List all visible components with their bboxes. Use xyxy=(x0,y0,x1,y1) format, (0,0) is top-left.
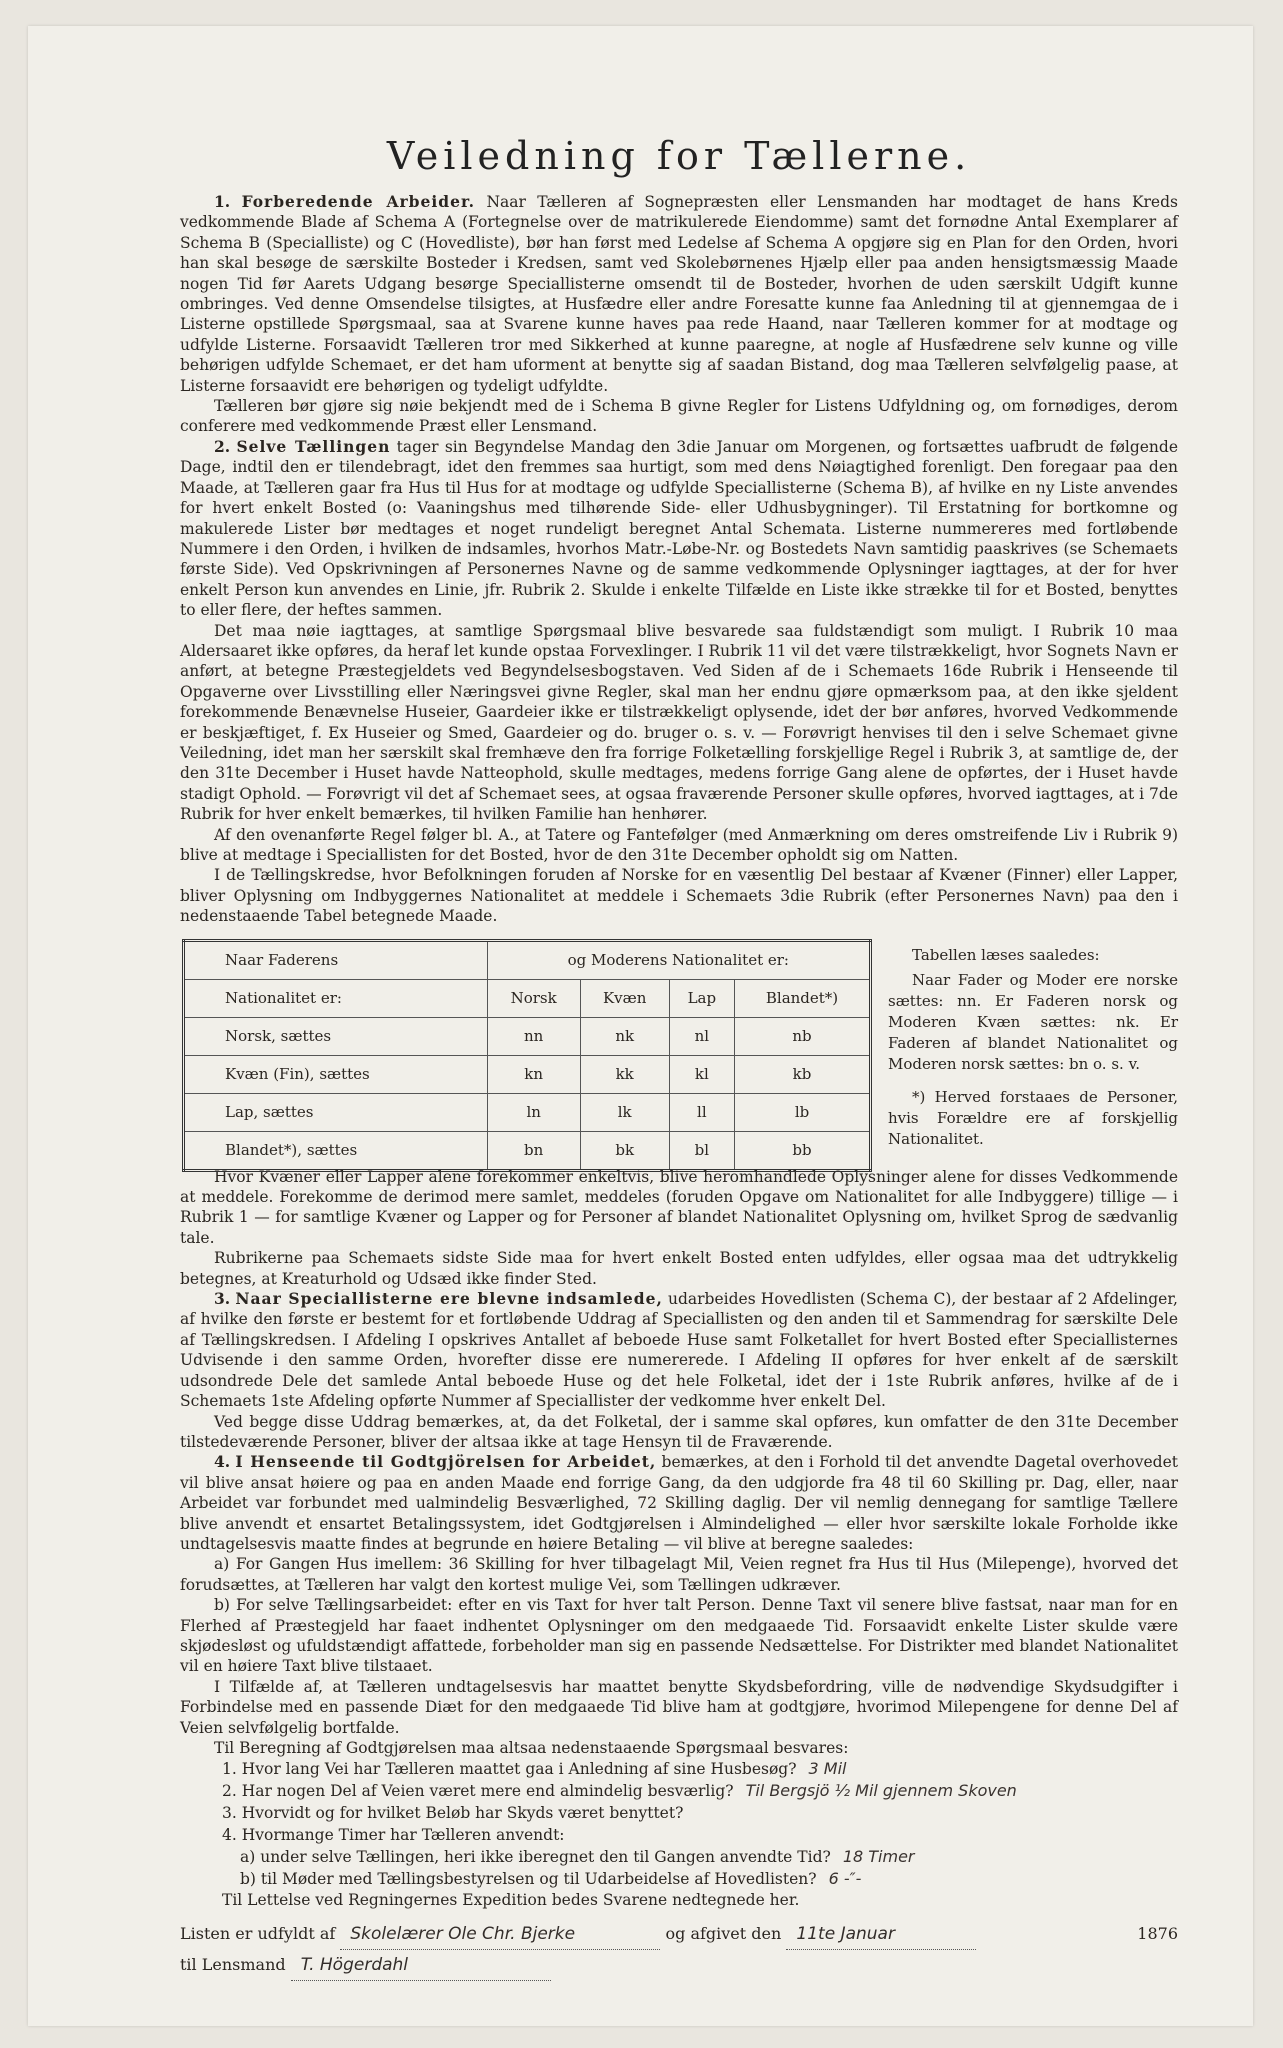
table-cell: ln xyxy=(487,1093,580,1131)
table-row xyxy=(184,1055,871,1093)
question-item xyxy=(180,1868,1178,1890)
year: 1876 xyxy=(1137,1924,1178,1944)
section-heading: I Henseende til Godtgjörelsen for Arbeidet, xyxy=(235,1452,657,1472)
table-header-mother: og Moderens Nationalitet er: xyxy=(487,940,870,979)
section-1-paragraph xyxy=(180,192,1178,396)
table-col-header: Norsk xyxy=(487,979,580,1017)
nationality-table xyxy=(182,939,872,1172)
table-row xyxy=(184,1131,871,1170)
lensmand-line xyxy=(180,1950,1178,1981)
question-item xyxy=(180,1802,1178,1824)
section-4-paragraph-2: I Tilfælde af, at Tælleren undtagelsesvis har maattet benytte Skydsbefordring, ville de nødvendige Skydsudgifter i Forbindelse med en passende Diæt for den medgaaede Tid blive ham at godtgjøre, hvorimod Milepengene for denne Del af Veien selvfølgelig bortfalde. xyxy=(180,1677,1178,1737)
table-cell: bb xyxy=(735,1131,871,1170)
section-2-paragraph xyxy=(180,437,1178,621)
explanation-heading: Tabellen læses saaledes: xyxy=(912,945,1100,964)
question-item xyxy=(180,1824,1178,1846)
table-header-father-1: Naar Faderens xyxy=(184,940,488,979)
table-row xyxy=(184,1017,871,1055)
handwritten-answer: 3 Mil xyxy=(808,1759,847,1779)
table-row xyxy=(184,1093,871,1131)
section-2-paragraph-3: Af den ovenanførte Regel følger bl. A., at Tatere og Fantefølger (med Anmærkning om deres omstreifende Liv i Rubrik 9) blive at medtage i Speciallisten for det Bosted, hvor de den 31te December opholdt sig om Natten. xyxy=(180,825,1178,864)
lensmand-name: T. Högerdahl xyxy=(291,1950,551,1981)
question-text: a) under selve Tællingen, heri ikke iberegnet den til Gangen anvendte Tid? xyxy=(240,1848,831,1867)
explanation-footnote: *) Herved forstaaes de Personer, hvis Forældre ere af forskjellig Nationalitet. xyxy=(888,1087,1178,1148)
section-2-paragraph-2: Det maa nøie iagttages, at samtlige Spørgsmaal blive besvarede saa fuldstændigt som muligt. I Rubrik 10 maa Aldersaaret ikke opføres, da heraf let kunde opstaa Forvexlinger. I Rubrik 11 vil det være tilstrækkeligt, hvor Sognets Navn er anført, at betegne Præstegjeldets ved Begyndelsesbogstaven. Ved Siden af de i Schemaets 16de Rubrik i Henseende til Opgaverne over Livsstilling eller Næringsvei givne Regler, skal man her endnu gjøre opmærksom paa, at den ikke sjeldent forekommende Benævnelse Huseier, Gaardeier ikke er tilstrækkeligt oplysende, idet der bør anføres, hvorved Vedkommende er beskjæftiget, f. Ex Huseier og Smed, Gaardeier og do. bruger o. s. v. — Forøvrigt henvises til den i selve Schemaet givne Veiledning, idet man her særskilt skal fremhæve den fra forrige Folketælling forskjellige Regel i Rubrik 3, at samtlige de, der den 31te December i Huset havde Natteophold, skulle medtages, medens forrige Gang alene de opførtes, der i Huset havde stadigt Ophold. — Forøvrigt vil det af Schemaet sees, at ogsaa fraværende Personer skulle opføres, hvorved iagttages, at i 7de Rubrik for hver enkelt bemærkes, til hvilken Familie han henhører. xyxy=(180,621,1178,824)
table-cell: bn xyxy=(487,1131,580,1170)
section-text: tager sin Begyndelse Mandag den 3die Januar om Morgenen, og fortsættes uafbrudt de følgende Dage, indtil den er tilendebragt, idet den fremmes saa hurtigt, som med dens Nøiagtighed forenligt. Den foregaar paa den Maade, at Tælleren gaar fra Hus til Hus for at modtage og udfylde Speciallisterne (Schema B), af hvilke en ny Liste anvendes for hvert enkelt Bosted (o: Vaaningshus med tilhørende Side- eller Udhusbygninger). Til Erstatning for bortkomne og makulerede Lister bør medtages et noget rundeligt beregnet Antal Schemata. Listerne nummereres med fortløbende Nummere i den Orden, i hvilken de indsamles, hvorhos Matr.-Løbe-Nr. og Bostedets Navn samtidig paaskrives (se Schemaets første Side). Ved Opskrivningen af Personernes Navne og de samme vedkommende Oplysninger iagttages, at der for hver enkelt Person kun anvendes en Linie, jfr. Rubrik 2. Skulde i enkelte Tilfælde en Liste ikke strække til for et Bosted, benyttes to eller flere, der heftes sammen. xyxy=(180,437,1179,620)
closing-note: Til Lettelse ved Regningernes Expedition bedes Svarene nedtegnede her. xyxy=(222,1891,800,1910)
table-row-label: Norsk, sættes xyxy=(184,1017,488,1055)
table-cell: nl xyxy=(669,1017,734,1055)
question-item xyxy=(180,1780,1178,1802)
question-item xyxy=(180,1758,1178,1780)
handwritten-answer: 6 -″- xyxy=(828,1869,862,1889)
section-2-paragraph-5: Hvor Kvæner eller Lapper alene forekommer enkeltvis, blive heromhandlede Oplysninger alene for disses Vedkommende at meddele. Forekomme de derimod mere samlet, meddeles (foruden Opgave om Nationalitet for alle Indbyggere) tillige — i Rubrik 1 — for samtlige Kvæner og Lapper og for Personer af blandet Nationalitet Oplysning om, hvilket Sprog de sædvanlig tale. xyxy=(180,1167,1178,1247)
handwritten-answer: Til Bergsjö ½ Mil gjennem Skoven xyxy=(745,1781,1017,1801)
signature-line xyxy=(180,1919,1178,1950)
document-sheet xyxy=(28,26,1253,2026)
table-cell: bl xyxy=(669,1131,734,1170)
table-row-label: Blandet*), sættes xyxy=(184,1131,488,1170)
section-3-paragraph xyxy=(180,1289,1178,1411)
table-cell: nb xyxy=(735,1017,871,1055)
section-heading: Naar Speciallisterne ere blevne indsamlede, xyxy=(235,1289,663,1309)
section-number: 4. xyxy=(214,1452,231,1472)
section-text: bemærkes, at den i Forhold til det anvendte Dagetal overhovedet vil blive ansat høiere og paa en anden Maade end forrige Gang, da den udgjorde fra 48 til 60 Skilling pr. Dag, eller, naar Arbeidet var forbundet med ualmindelig Besværlighed, 72 Skilling daglig. Der vil nemlig dennegang for samtlige Tællere blive anvendt et ensartet Betalingssystem, idet Godtgjørelsen i Almindelighed — eller hvor særskilte lokale Forholde ikke undtagelsesvis maatte findes at begrunde en høiere Betaling — vil blive at beregne saaledes: xyxy=(180,1453,1179,1553)
section-number: 1. xyxy=(214,192,231,211)
section-text: Naar Tælleren af Sognepræsten eller Lensmanden har modtaget de hans Kreds vedkommende Blade af Schema A (Fortegnelse over de matrikulerede Eiendomme) samt det fornødne Antal Exemplarer af Schema B (Specialliste) og C (Hovedliste), bør han først med Ledelse af Schema A opgjøre sig en Plan for den Orden, hvori han skal besøge de særskilte Bosteder i Kredsen, samt ved Skolebørnenes Hjælp eller paa anden hensigtsmæssig Maade nogen Tid før Aarets Udgang besørge Speciallisterne omsendt til de Bosteder, hvorhen de uden særskilt Udgift kunne ombringes. Ved denne Omsendelse tilsigtes, at Husfædre eller andre Foresatte kunne faa Anledning til at gjennemgaa de i Listerne opstillede Spørgsmaal, saa at Svarene kunne haves paa rede Haand, naar Tælleren kommer for at modtage og udfylde Listerne. Forsaavidt Tælleren tror med Sikkerhed at kunne paaregne, at nogle af Husfædrene selv kunne og ville behørigen udfylde Schemaet, er det ham uforment at benytte sig af saadan Bistand, dog maa Tælleren selvfølgelig paase, at Listerne forsaavidt ere behørigen og tydeligt udfyldte. xyxy=(180,193,1178,395)
question-text: 2. Har nogen Del af Veien været mere end almindelig besværlig? xyxy=(222,1782,734,1801)
signature-middle: og afgivet den xyxy=(665,1924,782,1944)
section-4-item-a: a) For Gangen Hus imellem: 36 Skilling for hver tilbagelagt Mil, Veien regnet fra Hus til Hus (Milepenge), hvorved det forudsættes, at Tælleren har valgt den kortest mulige Vei, som Tællingen udkræver. xyxy=(180,1555,1178,1594)
question-text: 1. Hvor lang Vei har Tælleren maattet gaa i Anledning af sine Husbesøg? xyxy=(222,1760,797,1779)
question-text: 4. Hvormange Timer har Tælleren anvendt: xyxy=(222,1826,565,1845)
table-cell: nn xyxy=(487,1017,580,1055)
nationality-table-block xyxy=(180,939,1178,1160)
table-header-father-2: Nationalitet er: xyxy=(184,979,488,1017)
question-text: 3. Hvorvidt og for hvilket Beløb har Skyds været benyttet? xyxy=(222,1804,684,1823)
question-list xyxy=(180,1758,1178,1911)
question-text: b) til Møder med Tællingsbestyrelsen og til Udarbeidelse af Hovedlisten? xyxy=(240,1870,817,1889)
section-number: 2. xyxy=(214,436,231,456)
table-cell: lk xyxy=(580,1093,669,1131)
section-4-item-b: b) For selve Tællingsarbeidet: efter en vis Taxt for hver talt Person. Denne Taxt vil senere blive fastsat, naar man for en Flerhed af Præstegjeld har faaet indhentet Oplysninger om den medgaaede Tid. Forsaavidt enkelte Lister skulde være skjødesløst og ufuldstændigt affattede, forbeholder man sig en passende Nedsættelse. For Distrikter med blandet Nationalitet vil en høiere Taxt blive tilstaaet. xyxy=(180,1596,1178,1676)
table-cell: kl xyxy=(669,1055,734,1093)
section-4-paragraph-3: Til Beregning af Godtgjørelsen maa altsaa nedenstaaende Spørgsmaal besvares: xyxy=(214,1739,849,1757)
section-1-paragraph-2: Tælleren bør gjøre sig nøie bekjendt med de i Schema B givne Regler for Listens Udfyldning og, om fornødiges, derom conferere med vedkommende Præst eller Lensmand. xyxy=(180,397,1178,436)
section-2-paragraph-4: I de Tællingskredse, hvor Befolkningen foruden af Norske for en væsentlig Del bestaar af Kvæner (Finner) eller Lapper, bliver Oplysning om Indbyggernes Nationalitet at meddele i Schemaets 3die Rubrik (efter Personernes Navn) paa den i nedenstaaende Tabel betegnede Maade. xyxy=(180,866,1178,926)
table-cell: lb xyxy=(735,1093,871,1131)
delivery-date: 11te Januar xyxy=(786,1919,976,1950)
document-content xyxy=(180,134,1178,1981)
table-row-label: Lap, sættes xyxy=(184,1093,488,1131)
page-title: Veiledning for Tællerne. xyxy=(386,134,972,178)
table-cell: nk xyxy=(580,1017,669,1055)
question-item xyxy=(180,1846,1178,1868)
section-number: 3. xyxy=(214,1289,231,1309)
counter-name: Skolelærer Ole Chr. Bjerke xyxy=(340,1919,660,1950)
signature-prefix: Listen er udfyldt af xyxy=(180,1924,336,1944)
table-col-header: Kvæn xyxy=(580,979,669,1017)
table-cell: kb xyxy=(735,1055,871,1093)
table-col-header: Blandet*) xyxy=(735,979,871,1017)
section-heading: Forberedende Arbeider. xyxy=(241,192,476,211)
table-cell: bk xyxy=(580,1131,669,1170)
table-cell: ll xyxy=(669,1093,734,1131)
table-row-label: Kvæn (Fin), sættes xyxy=(184,1055,488,1093)
section-4-paragraph xyxy=(180,1452,1178,1554)
explanation-text: Naar Fader og Moder ere norske sættes: nn. Er Faderen norsk og Moderen Kvæn sættes: nk. Er Faderen af blandet Nationalitet og Moderen norsk sættes: bn o. s. v. xyxy=(888,970,1178,1073)
lensmand-label: til Lensmand xyxy=(180,1955,286,1975)
section-3-paragraph-2: Ved begge disse Uddrag bemærkes, at, da det Folketal, der i samme skal opføres, kun omfatter de den 31te December tilstedeværende Personer, bliver der altsaa ikke at tage Hensyn til de Fraværende. xyxy=(180,1412,1178,1451)
handwritten-answer: 18 Timer xyxy=(842,1847,915,1867)
table-col-header: Lap xyxy=(669,979,734,1017)
table-cell: kk xyxy=(580,1055,669,1093)
table-explanation xyxy=(888,945,1178,1150)
section-text: udarbeides Hovedlisten (Schema C), der bestaar af 2 Afdelinger, af hvilke den første er bestemt for et fortløbende Uddrag af Speciallisten og den anden til et Sammendrag for særskilte Dele af Tællingskredsen. I Afdeling I opskrives Antallet af beboede Huse samt Folketallet for hvert Bosted efter Speciallisternes Udvisende i den samme Orden, hvorefter disse ere numererede. I Afdeling II opføres for hver enkelt af de særskilt udsondrede Dele det samlede Antal beboede Huse og det hele Folketal, idet der i 1ste Rubrik anføres, hvilke af de i Schemaets 1ste Afdeling opførte Nummer af Speciallister der vedkomme hver enkelt Del. xyxy=(180,1290,1178,1411)
table-cell: kn xyxy=(487,1055,580,1093)
section-heading: Selve Tællingen xyxy=(236,436,391,456)
section-2-paragraph-6: Rubrikerne paa Schemaets sidste Side maa for hvert enkelt Bosted enten udfyldes, eller ogsaa maa det udtrykkelig betegnes, at Kreaturhold og Udsæd ikke finder Sted. xyxy=(180,1249,1178,1288)
